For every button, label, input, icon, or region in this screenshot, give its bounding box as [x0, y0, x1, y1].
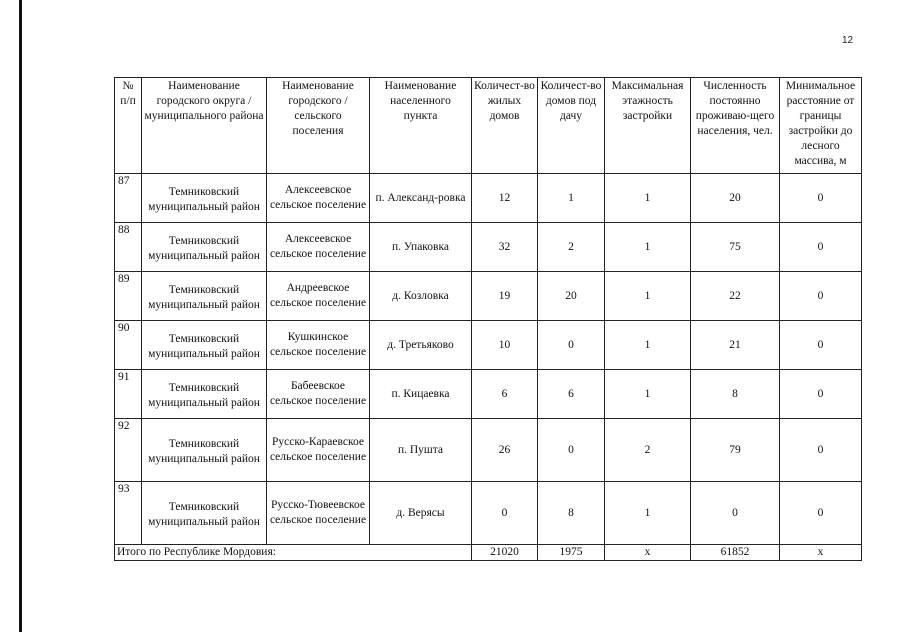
row-settlement: Русско-Караевское сельское поселение [267, 419, 370, 482]
row-num: 91 [115, 370, 142, 419]
row-dachas: 0 [538, 321, 605, 370]
row-dachas: 2 [538, 223, 605, 272]
row-locality: д. Третьяково [370, 321, 472, 370]
row-houses: 19 [472, 272, 538, 321]
row-settlement: Русско-Тювеевское сельское поселение [267, 482, 370, 545]
page-edge-line [19, 0, 22, 632]
row-houses: 6 [472, 370, 538, 419]
header-max-floors: Максимальная этажность застройки [605, 78, 691, 174]
row-num: 87 [115, 174, 142, 223]
row-population: 21 [691, 321, 780, 370]
row-settlement: Бабеевское сельское поселение [267, 370, 370, 419]
row-population: 75 [691, 223, 780, 272]
row-district: Темниковский муниципальный район [142, 272, 267, 321]
header-dachas: Количест-во домов под дачу [538, 78, 605, 174]
row-houses: 10 [472, 321, 538, 370]
row-num: 90 [115, 321, 142, 370]
row-num: 92 [115, 419, 142, 482]
row-max-floors: 2 [605, 419, 691, 482]
row-max-floors: 1 [605, 272, 691, 321]
table-row [115, 272, 862, 321]
row-num: 93 [115, 482, 142, 545]
row-settlement: Кушкинское сельское поселение [267, 321, 370, 370]
row-max-floors: 1 [605, 370, 691, 419]
row-houses: 26 [472, 419, 538, 482]
row-locality: п. Кицаевка [370, 370, 472, 419]
row-distance: 0 [780, 370, 862, 419]
header-settlement: Наименование городского / сельского поселения [267, 78, 370, 174]
header-district: Наименование городского округа / муниципального района [142, 78, 267, 174]
header-row [115, 78, 862, 174]
total-label: Итого по Республике Мордовия: [115, 545, 472, 561]
row-district: Темниковский муниципальный район [142, 370, 267, 419]
row-population: 8 [691, 370, 780, 419]
header-distance: Минимальное расстояние от границы застройки до лесного массива, м [780, 78, 862, 174]
row-district: Темниковский муниципальный район [142, 321, 267, 370]
total-distance: х [780, 545, 862, 561]
table-footer [115, 545, 862, 561]
row-distance: 0 [780, 482, 862, 545]
total-houses: 21020 [472, 545, 538, 561]
header-num: № п/п [115, 78, 142, 174]
row-dachas: 0 [538, 419, 605, 482]
row-dachas: 20 [538, 272, 605, 321]
row-distance: 0 [780, 419, 862, 482]
row-max-floors: 1 [605, 321, 691, 370]
row-distance: 0 [780, 321, 862, 370]
row-houses: 12 [472, 174, 538, 223]
row-locality: п. Упаковка [370, 223, 472, 272]
row-max-floors: 1 [605, 174, 691, 223]
row-locality: д. Верясы [370, 482, 472, 545]
row-district: Темниковский муниципальный район [142, 419, 267, 482]
row-num: 88 [115, 223, 142, 272]
row-distance: 0 [780, 223, 862, 272]
table-row [115, 419, 862, 482]
total-dachas: 1975 [538, 545, 605, 561]
total-max-floors: х [605, 545, 691, 561]
row-district: Темниковский муниципальный район [142, 174, 267, 223]
row-dachas: 1 [538, 174, 605, 223]
table-row [115, 482, 862, 545]
row-locality: п. Пушта [370, 419, 472, 482]
row-population: 20 [691, 174, 780, 223]
total-row [115, 545, 862, 561]
table-header [115, 78, 862, 174]
table-row [115, 174, 862, 223]
row-dachas: 6 [538, 370, 605, 419]
row-district: Темниковский муниципальный район [142, 482, 267, 545]
row-population: 79 [691, 419, 780, 482]
table-row [115, 321, 862, 370]
row-houses: 0 [472, 482, 538, 545]
row-num: 89 [115, 272, 142, 321]
row-locality: п. Александ-ровка [370, 174, 472, 223]
row-houses: 32 [472, 223, 538, 272]
table-row [115, 223, 862, 272]
row-max-floors: 1 [605, 482, 691, 545]
header-houses: Количест-во жилых домов [472, 78, 538, 174]
table-body [115, 174, 862, 545]
total-population: 61852 [691, 545, 780, 561]
row-population: 0 [691, 482, 780, 545]
row-distance: 0 [780, 174, 862, 223]
row-max-floors: 1 [605, 223, 691, 272]
row-distance: 0 [780, 272, 862, 321]
row-district: Темниковский муниципальный район [142, 223, 267, 272]
row-settlement: Андреевское сельское поселение [267, 272, 370, 321]
row-dachas: 8 [538, 482, 605, 545]
row-settlement: Алексеевское сельское поселение [267, 174, 370, 223]
table-row [115, 370, 862, 419]
row-locality: д. Козловка [370, 272, 472, 321]
row-settlement: Алексеевское сельское поселение [267, 223, 370, 272]
page-number: 12 [842, 35, 854, 46]
row-population: 22 [691, 272, 780, 321]
header-population: Численность постоянно проживаю-щего населения, чел. [691, 78, 780, 174]
settlements-table [114, 77, 862, 561]
header-locality: Наименование населенного пункта [370, 78, 472, 174]
